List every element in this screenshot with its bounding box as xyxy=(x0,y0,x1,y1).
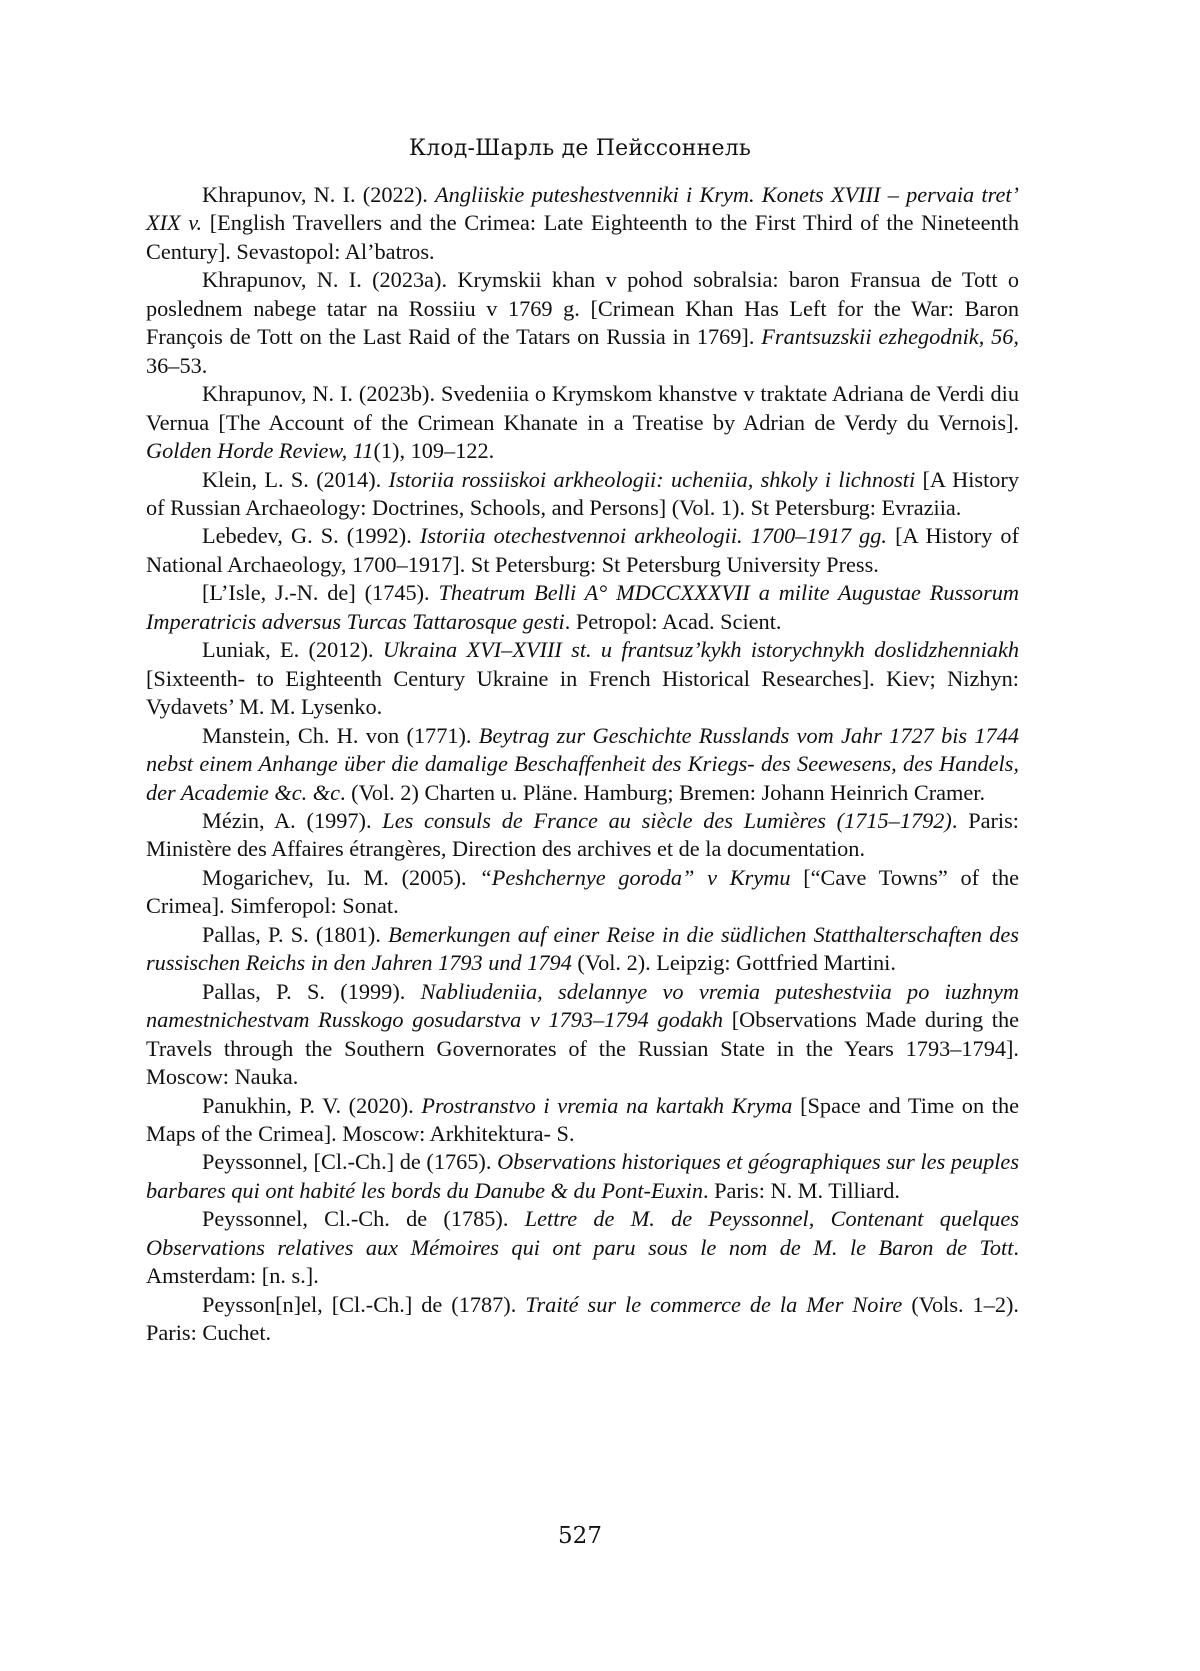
reference-entry xyxy=(146,807,1019,864)
reference-text: 36–53. xyxy=(146,352,208,378)
reference-text: Khrapunov, N. I. (2023a). Krymskii khan v pohod sobralsia: baron Fransua de Tott o poslednem nabege tatar na Rossiiu v 1769 g. [Crimean Khan Has Left for the War: Baron François de Tott on the Last Raid of the Tatars on Russia in 1769]. xyxy=(146,267,1019,350)
reference-text: [A History of National Archaeology, 1700–1917]. St Petersburg: St Petersburg University Press. xyxy=(146,523,1020,577)
reference-entry xyxy=(146,722,1019,807)
reference-entry xyxy=(146,1291,1019,1348)
reference-entry xyxy=(146,579,1019,636)
reference-entry xyxy=(146,522,1019,579)
reference-list xyxy=(146,181,1019,1348)
reference-text: . Paris: N. M. Tilliard. xyxy=(702,1177,900,1203)
reference-text: [A History of Russian Archaeology: Doctrines, Schools, and Persons] (Vol. 1). St Petersburg: Evraziia. xyxy=(146,466,1019,520)
reference-text: . Paris: Ministère des Affaires étrangères, Direction des archives et de la documentation. xyxy=(146,807,1019,862)
reference-text: [Observations Made during the Travels through the Southern Governorates of the Russian State in the Years 1793–1794]. Moscow: Nauka. xyxy=(146,1007,1019,1090)
reference-title: Les consuls de France au siècle des Lumières (1715–1792) xyxy=(382,807,952,833)
reference-text: Pallas, P. S. (1999). xyxy=(202,978,421,1004)
reference-text: . (Vol. 2) Charten u. Pläne. Hamburg; Bremen: Johann Heinrich Cramer. xyxy=(340,779,986,805)
reference-title: Lettre de M. de Peyssonnel, Contenant quelques Observations relatives aux Mémoires qui ont paru sous le nom de M. le Baron de Tott xyxy=(146,1206,1019,1260)
reference-entry xyxy=(146,978,1019,1092)
reference-text: . Amsterdam: [n. s.]. xyxy=(146,1234,1019,1289)
running-title: Клод-Шарль де Пейссоннель xyxy=(408,136,752,161)
reference-title: Nabliudeniia, sdelannye vo vremia puteshestviia po iuzhnym namestnichestvam Russkogo gosudarstva v 1793–1794 godakh xyxy=(146,978,1019,1033)
reference-text: Luniak, E. (2012). xyxy=(202,637,383,663)
reference-text: Mézin, A. (1997). xyxy=(202,807,383,833)
reference-title: Prostranstvo i vremia na kartakh Kryma xyxy=(421,1092,793,1118)
reference-entry xyxy=(146,864,1019,921)
reference-entry xyxy=(146,266,1019,380)
reference-text: Pallas, P. S. (1801). xyxy=(202,921,389,947)
reference-entry xyxy=(146,380,1019,465)
reference-text: Klein, L. S. (2014). xyxy=(202,466,389,492)
reference-text: [Space and Time on the Maps of the Crimea]. Moscow: Arkhitektura- S. xyxy=(146,1092,1019,1146)
reference-text: (Vol. 2). Leipzig: Gottfried Martini. xyxy=(571,950,896,976)
reference-entry xyxy=(146,1092,1019,1149)
reference-text: Khrapunov, N. I. (2023b). Svedeniia o Krymskom khanstve v traktate Adriana de Verdi diu Vernua [The Account of the Crimean Khanate in a Treatise by Adrian de Verdy du Vernois]. xyxy=(146,381,1019,435)
reference-entry xyxy=(146,1205,1019,1290)
reference-title: Istoriia otechestvennoi arkheologii. 1700–1917 gg. xyxy=(419,523,887,549)
reference-entry xyxy=(146,921,1019,978)
reference-text: Peyssonnel, [Cl.-Ch.] de (1765). xyxy=(202,1149,498,1175)
reference-text: Khrapunov, N. I. (2022). xyxy=(202,182,436,207)
reference-title: “Peshchernye goroda” v Krymu xyxy=(479,864,791,890)
reference-text: Peysson[n]el, [Cl.-Ch.] de (1787). xyxy=(202,1291,526,1317)
reference-text: . Petropol: Acad. Scient. xyxy=(564,608,782,634)
reference-title: Angliiskie puteshestvenniki i Krym. Konets XVIII – pervaia tret’ XIX v. xyxy=(146,182,1019,236)
reference-text: Lebedev, G. S. (1992). xyxy=(202,523,420,549)
reference-text: (1), 109–122. xyxy=(373,438,495,464)
reference-title: Theatrum Belli A° MDCCXXXVII a milite Augustae Russorum Imperatricis adversus Turcas Tattarosque gesti xyxy=(146,580,1019,634)
reference-title: Observations historiques et géographiques sur les peuples barbares qui ont habité les bords du Danube & du Pont-Euxin xyxy=(146,1149,1020,1203)
reference-entry xyxy=(146,636,1019,721)
reference-text: Manstein, Ch. H. von (1771). xyxy=(202,722,479,748)
reference-text: Peyssonnel, Cl.-Ch. de (1785). xyxy=(202,1206,525,1232)
reference-text: Mogarichev, Iu. M. (2005). xyxy=(202,864,480,890)
reference-text: Panukhin, P. V. (2020). xyxy=(202,1092,422,1118)
reference-title: Ukraina XVI–XVIII st. u frantsuz’kykh istorychnykh doslidzhenniakh xyxy=(382,637,1019,663)
reference-title: Traité sur le commerce de la Mer Noire xyxy=(525,1291,903,1317)
reference-title: Istoriia rossiiskoi arkheologii: ucheniia, shkoly i lichnosti xyxy=(388,466,916,492)
page-number: 527 xyxy=(558,1523,602,1549)
reference-text: [“Cave Towns” of the Crimea]. Simferopol: Sonat. xyxy=(146,864,1020,919)
reference-text: [L’Isle, J.-N. de] (1745). xyxy=(202,580,439,606)
reference-title: Bemerkungen auf einer Reise in die südlichen Statthalterschaften des russischen Reichs in den Jahren 1793 und 1794 xyxy=(146,921,1019,976)
reference-text: [English Travellers and the Crimea: Late Eighteenth to the First Third of the Nineteenth Century]. Sevastopol: Al’batros. xyxy=(146,210,1019,264)
reference-entry xyxy=(146,466,1019,523)
reference-title: Frantsuzskii ezhegodnik, 56, xyxy=(761,324,1019,350)
reference-title: Beytrag zur Geschichte Russlands vom Jahr 1727 bis 1744 nebst einem Anhange über die damalige Beschaffenheit des Kriegs- des Seewesens, des Handels, der Academie &c. &c xyxy=(146,722,1019,805)
reference-entry xyxy=(146,181,1019,266)
reference-title: Golden Horde Review, 11 xyxy=(146,438,374,464)
reference-text: (Vols. 1–2). Paris: Cuchet. xyxy=(146,1291,1020,1346)
reference-text: [Sixteenth- to Eighteenth Century Ukraine in French Historical Researches]. Kiev; Nizhyn: Vydavets’ M. M. Lysenko. xyxy=(146,665,1019,720)
reference-entry xyxy=(146,1148,1019,1205)
